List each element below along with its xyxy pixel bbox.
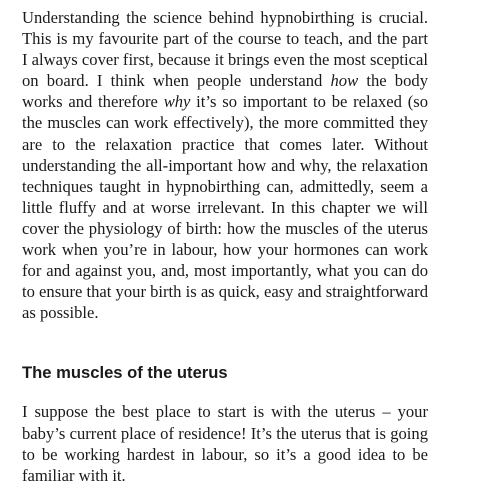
intro-text-part-1: Understanding the science behind hypnobirthing is crucial. This is my favourite part of the course to teach, and the part I always cover first, because it brings even the most sceptical on board. I think when people understand <box>22 8 428 91</box>
intro-italic-how: how <box>330 71 359 91</box>
intro-text-part-3: it’s so important to be relaxed (so the muscles can work effectively), the more committed they are to the relaxation practice that comes later. Without understanding the all-important how and why, the relaxation techniques taught in hypnobirthing can, admittedly, seem a little fluffy and at worse irrelevant. In this chapter we will cover the physiology of birth: how the muscles of the uterus work when you’re in labour, how your hormones can work for and against you, and, most importantly, what you can do to ensure that your birth is as quick, easy and straightforward as possible. <box>22 92 428 323</box>
document-page <box>22 0 428 486</box>
intro-italic-why: why <box>163 92 191 112</box>
intro-text-part-2: the body works and therefore <box>22 71 428 112</box>
intro-paragraph <box>22 0 428 323</box>
section-heading: The muscles of the uterus <box>22 363 228 383</box>
uterus-paragraph: I suppose the best place to start is with the uterus – your baby’s current place of residence! It’s the uterus that is going to be working hardest in labour, so it’s a good idea to be familiar with it. <box>22 402 428 485</box>
